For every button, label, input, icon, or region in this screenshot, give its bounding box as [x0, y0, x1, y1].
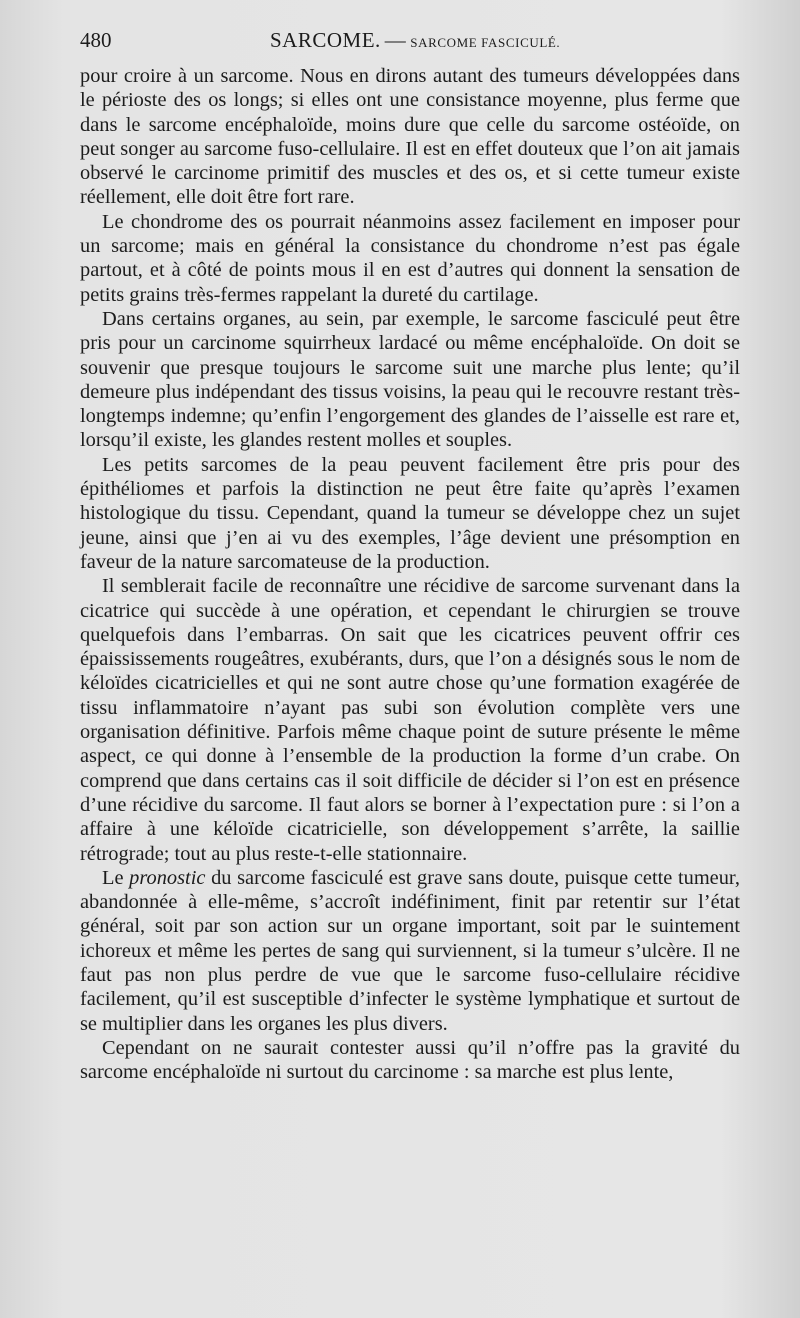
paragraph-6-before: Le	[102, 866, 130, 889]
paragraph-7: Cependant on ne saurait contester aussi qu’il n’offre pas la gravité du sarcome encéphaloïde ni surtout du carcinome : sa marche est plus lente,	[80, 1036, 740, 1084]
paragraph-5: Il semblerait facile de reconnaître une récidive de sarcome survenant dans la cicatrice qui succède à une opération, et cependant le chirurgien se trouve quelquefois dans l’embarras. On sait que les cicatrices peuvent offrir ces épaississements rougeâtres, exubérants, durs, que l’on a désignés sous le nom de kéloïdes cicatricielles et qui ne sont autre chose qu’une formation exagérée de tissu inflammatoire n’ayant pas subi son évolution complète vers une organisation définitive. Parfois même chaque point de suture présente le même aspect, ce qui donne à l’ensemble de la production la forme d’un crabe. On comprend que dans certains cas il soit difficile de décider si l’on est en présence d’une récidive du sarcome. Il faut alors se borner à l’expectation pure : si l’on a affaire à une kéloïde cicatricielle, son développement s’arrête, la saillie rétrograde; tout au plus reste-t-elle stationnaire.	[80, 575, 740, 865]
page-number: 480	[80, 28, 112, 52]
running-head	[270, 28, 560, 53]
paragraph-6-after: du sarcome fasciculé est grave sans doute, puisque cette tumeur, abandonnée à elle-même, s’accroît indéfiniment, finit par retentir sur l’état général, soit par son action sur un organe important, soit par le suintement ichoreux et même les pertes de sang qui surviennent, si la tumeur s’ulcère. Il ne faut pas non plus perdre de vue que le sarcome fuso-cellulaire récidive facilement, qu’il est susceptible d’infecter le système lymphatique et surtout de se multiplier dans les organes les plus divers.	[80, 866, 740, 1035]
paragraph-2: Le chondrome des os pourrait néanmoins assez facilement en imposer pour un sarcome; mais en général la consistance du chondrome n’est pas égale partout, et à côté de points mous il en est d’autres qui donnent la sensation de petits grains très-fermes rappelant la dureté du cartilage.	[80, 210, 740, 306]
paragraph-6	[80, 866, 740, 1036]
running-head-title: SARCOME.	[270, 28, 381, 52]
running-head-subtitle: SARCOME FASCICULÉ.	[410, 35, 561, 50]
paragraph-4: Les petits sarcomes de la peau peuvent facilement être pris pour des épithéliomes et parfois la distinction ne peut être faite qu’après l’examen histologique du tissu. Cependant, quand la tumeur se développe chez un sujet jeune, ainsi que j’en ai vu des exemples, l’âge devient une présomption en faveur de la nature sarcomateuse de la production.	[80, 453, 740, 573]
pronostic-emphasis: pronostic	[129, 866, 206, 889]
running-head-separator: —	[384, 28, 407, 52]
paragraph-3: Dans certains organes, au sein, par exemple, le sarcome fasciculé peut être pris pour un carcinome squirrheux lardacé ou même encéphaloïde. On doit se souvenir que presque toujours le sarcome suit une marche plus lente; qu’il demeure plus indépendant des tissus voisins, la peau qui le recouvre restant très-longtemps indemne; qu’enfin l’engorgement des glandes de l’aisselle est rare et, lorsqu’il existe, les glandes restent molles et souples.	[80, 307, 740, 452]
paragraph-1: pour croire à un sarcome. Nous en dirons autant des tumeurs développées dans le périoste des os longs; si elles ont une consistance moyenne, plus ferme que dans le sarcome encéphaloïde, moins dure que celle du sarcome ostéoïde, on peut songer au sarcome fuso-cellulaire. Il est en effet douteux que l’on ait jamais observé le carcinome primitif des muscles et des os, et si cette tumeur existe réellement, elle doit être fort rare.	[80, 65, 740, 209]
page-header	[80, 28, 740, 62]
body-text	[80, 64, 740, 1084]
